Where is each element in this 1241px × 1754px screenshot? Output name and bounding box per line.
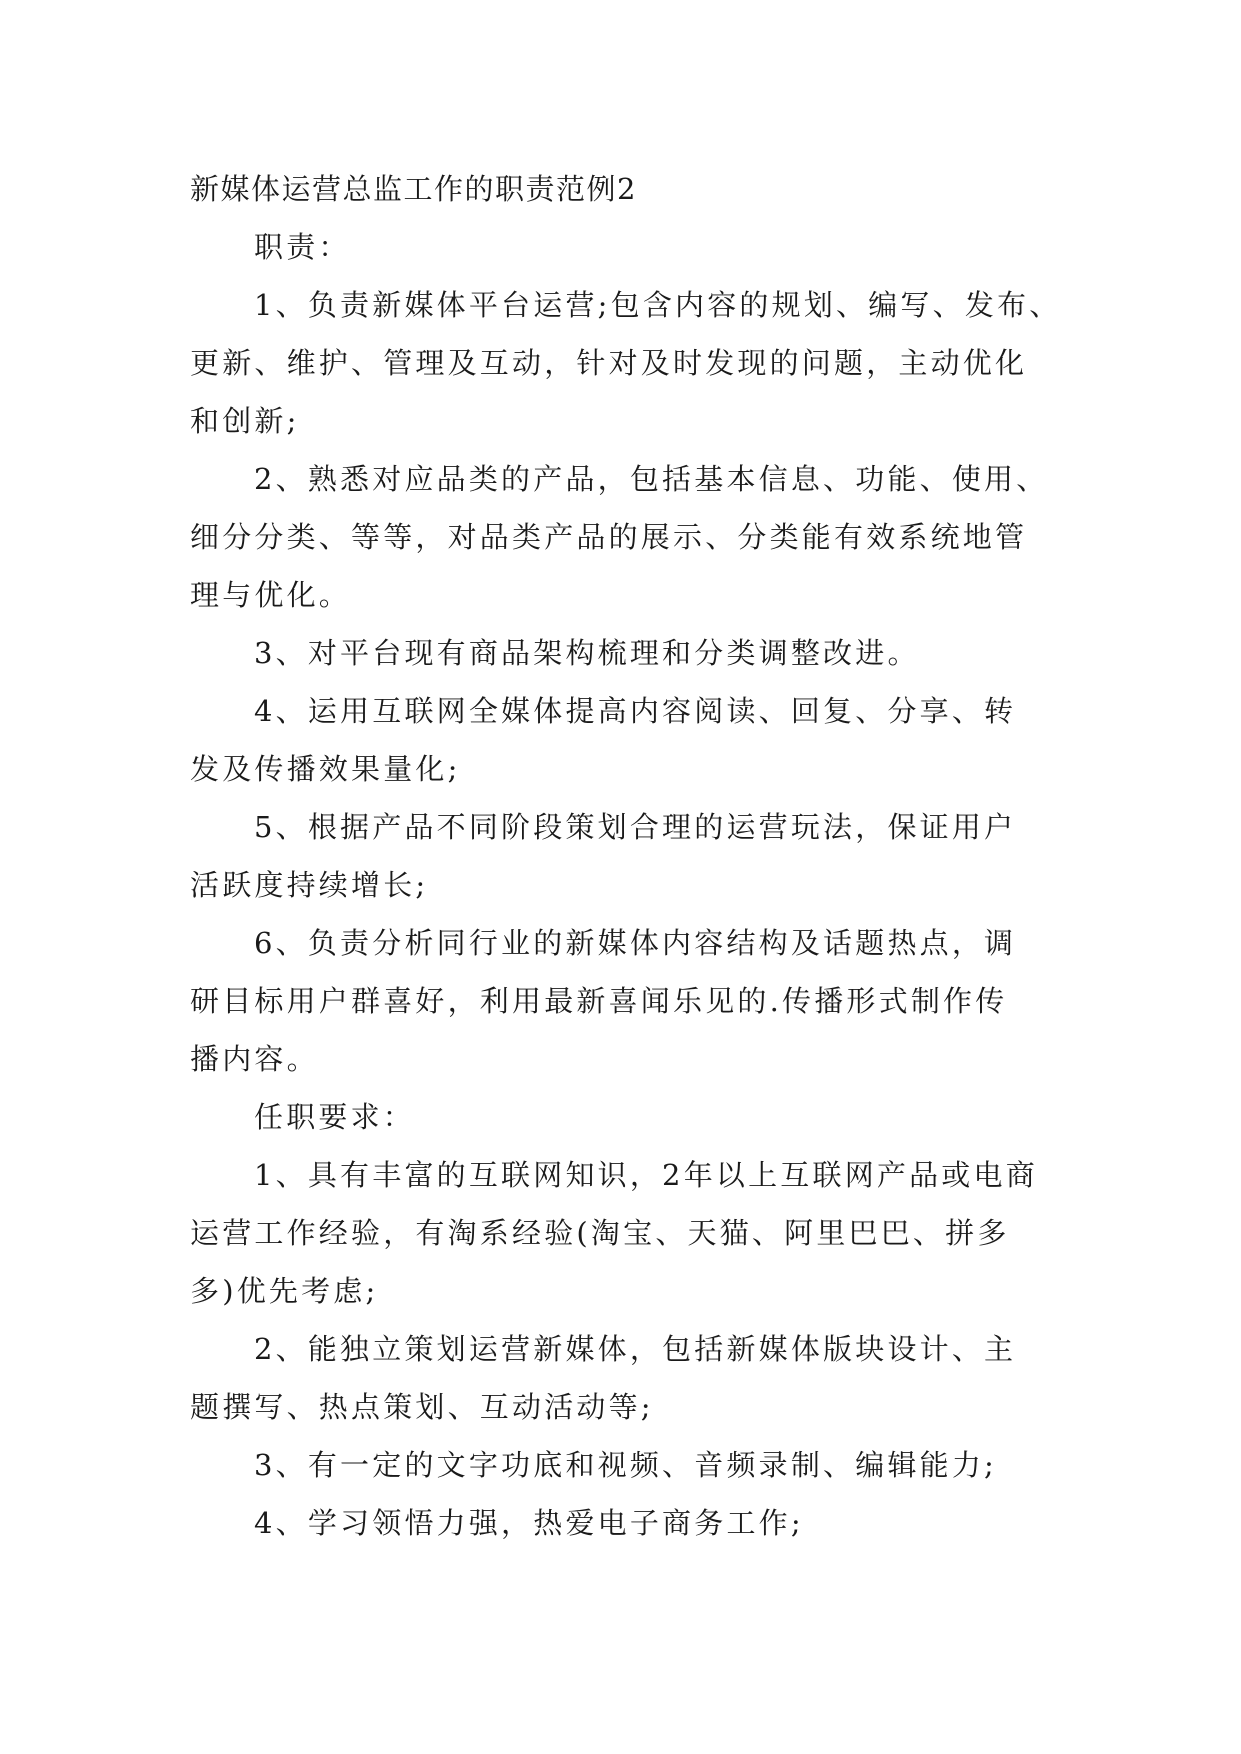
paragraph-line: 和创新; <box>190 404 300 438</box>
paragraph-line: 多)优先考虑; <box>190 1274 379 1308</box>
document-title: 新媒体运营总监工作的职责范例2 <box>190 172 637 206</box>
paragraph-line: 细分分类、等等，对品类产品的展示、分类能有效系统地管 <box>190 520 1028 554</box>
paragraph-line: 更新、维护、管理及互动，针对及时发现的问题，主动优化 <box>190 346 1028 380</box>
paragraph-line: 发及传播效果量化; <box>190 752 461 786</box>
paragraph-line: 2、能独立策划运营新媒体，包括新媒体版块设计、主 <box>254 1332 1017 1366</box>
paragraph-line: 6、负责分析同行业的新媒体内容结构及话题热点，调 <box>254 926 1017 960</box>
section-heading-duties: 职责： <box>254 230 351 264</box>
paragraph-line: 活跃度持续增长; <box>190 868 429 902</box>
section-heading-requirements: 任职要求： <box>254 1100 416 1134</box>
paragraph-line: 播内容。 <box>190 1042 319 1076</box>
paragraph-line: 4、运用互联网全媒体提高内容阅读、回复、分享、转 <box>254 694 1017 728</box>
paragraph-line: 运营工作经验，有淘系经验(淘宝、天猫、阿里巴巴、拼多 <box>190 1216 1010 1250</box>
paragraph-line: 理与优化。 <box>190 578 352 612</box>
paragraph-line: 研目标用户群喜好，利用最新喜闻乐见的.传播形式制作传 <box>190 984 1008 1018</box>
paragraph-line: 5、根据产品不同阶段策划合理的运营玩法，保证用户 <box>254 810 1017 844</box>
document-body <box>190 160 1065 1552</box>
paragraph-line: 题撰写、热点策划、互动活动等; <box>190 1390 654 1424</box>
paragraph-line: 1、具有丰富的互联网知识，2年以上互联网产品或电商 <box>254 1158 1038 1192</box>
paragraph-line: 4、学习领悟力强，热爱电子商务工作; <box>254 1506 804 1540</box>
paragraph-line: 3、对平台现有商品架构梳理和分类调整改进。 <box>254 636 920 670</box>
paragraph-line: 3、有一定的文字功底和视频、音频录制、编辑能力; <box>254 1448 998 1482</box>
paragraph-line: 2、熟悉对应品类的产品，包括基本信息、功能、使用、 <box>254 462 1049 496</box>
paragraph-line: 1、负责新媒体平台运营;包含内容的规划、编写、发布、 <box>254 288 1062 322</box>
